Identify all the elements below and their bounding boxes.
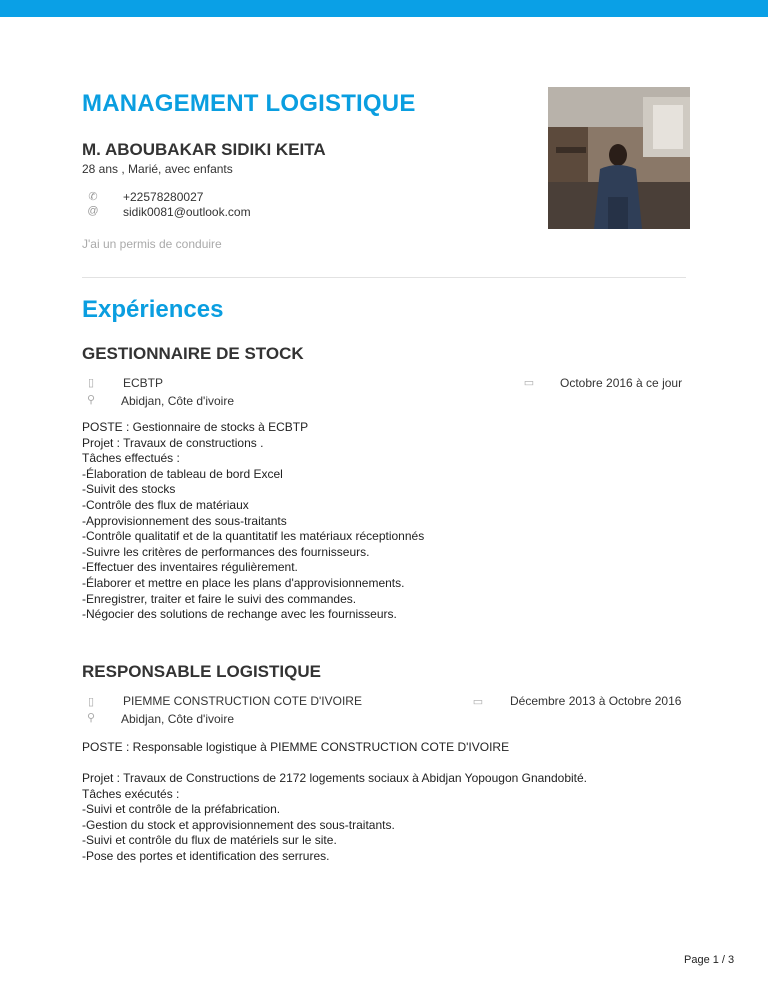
description-line: -Suivre les critères de performances des fournisseurs. [82, 544, 370, 559]
description-line: Projet : Travaux de Constructions de 2172 logements sociaux à Abidjan Yopougon Gnandobité. [82, 771, 588, 785]
description-line: Tâches exécutés : [82, 786, 180, 801]
document-title: MANAGEMENT LOGISTIQUE [82, 90, 416, 117]
page-number: Page 1 / 3 [684, 954, 735, 966]
job-dates: Octobre 2016 à ce jour [560, 376, 683, 390]
job-poste [82, 740, 509, 756]
description-line: -Suivi et contrôle du flux de matériels sur le site. [82, 833, 337, 848]
job-title: RESPONSABLE LOGISTIQUE [82, 662, 321, 681]
description-line: -Suivit des stocks [82, 482, 176, 497]
job-company: ECBTP [123, 376, 164, 390]
job-dates: Décembre 2013 à Octobre 2016 [510, 694, 682, 708]
building-icon: ▯ [87, 696, 95, 708]
calendar-icon: ▭ [472, 696, 484, 708]
description-line: -Négocier des solutions de rechange avec les fournisseurs. [82, 607, 397, 622]
profile-photo [548, 87, 690, 229]
description-line: -Élaborer et mettre en place les plans d'approvisionnements. [82, 575, 405, 590]
job-location: Abidjan, Côte d'ivoire [121, 712, 235, 726]
description-line: -Approvisionnement des sous-traitants [82, 513, 287, 528]
driving-permit: J'ai un permis de conduire [82, 237, 222, 251]
candidate-name: M. ABOUBAKAR SIDIKI KEITA [82, 140, 326, 159]
description-line: Projet : Travaux de constructions . [82, 435, 264, 450]
description-line: POSTE : Responsable logistique à PIEMME CONSTRUCTION COTE D'IVOIRE [82, 740, 510, 754]
top-accent-bar [0, 0, 768, 17]
description-line: Tâches effectués : [82, 451, 180, 466]
job-location: Abidjan, Côte d'ivoire [121, 394, 235, 408]
job-company: PIEMME CONSTRUCTION COTE D'IVOIRE [123, 694, 362, 708]
personal-details: 28 ans , Marié, avec enfants [82, 162, 233, 176]
phone-icon: ✆ [88, 191, 98, 203]
description-line: -Suivi et contrôle de la préfabrication. [82, 802, 281, 817]
building-icon: ▯ [87, 377, 95, 389]
description-line: -Pose des portes et identification des serrures. [82, 848, 330, 863]
job-description [82, 420, 424, 623]
description-line: -Élaboration de tableau de bord Excel [82, 466, 283, 481]
calendar-icon: ▭ [523, 377, 535, 389]
section-title-experiences: Expériences [82, 296, 224, 323]
header-divider [82, 277, 686, 278]
description-line: -Gestion du stock et approvisionnement des sous-traitants. [82, 817, 395, 832]
description-line: -Enregistrer, traiter et faire le suivi des commandes. [82, 591, 357, 606]
description-line: -Effectuer des inventaires régulièrement. [82, 560, 298, 575]
at-icon: @ [87, 205, 99, 217]
location-pin-icon: ⚲ [86, 712, 96, 724]
job-description [82, 771, 587, 865]
description-line: -Contrôle qualitatif et de la quantitatif les matériaux réceptionnés [82, 529, 425, 544]
description-line: -Contrôle des flux de matériaux [82, 497, 249, 512]
description-line: POSTE : Gestionnaire de stocks à ECBTP [82, 420, 309, 434]
location-pin-icon: ⚲ [86, 394, 96, 406]
email-address: sidik0081@outlook.com [123, 205, 251, 219]
job-title: GESTIONNAIRE DE STOCK [82, 344, 304, 363]
phone-number: +22578280027 [123, 190, 204, 204]
